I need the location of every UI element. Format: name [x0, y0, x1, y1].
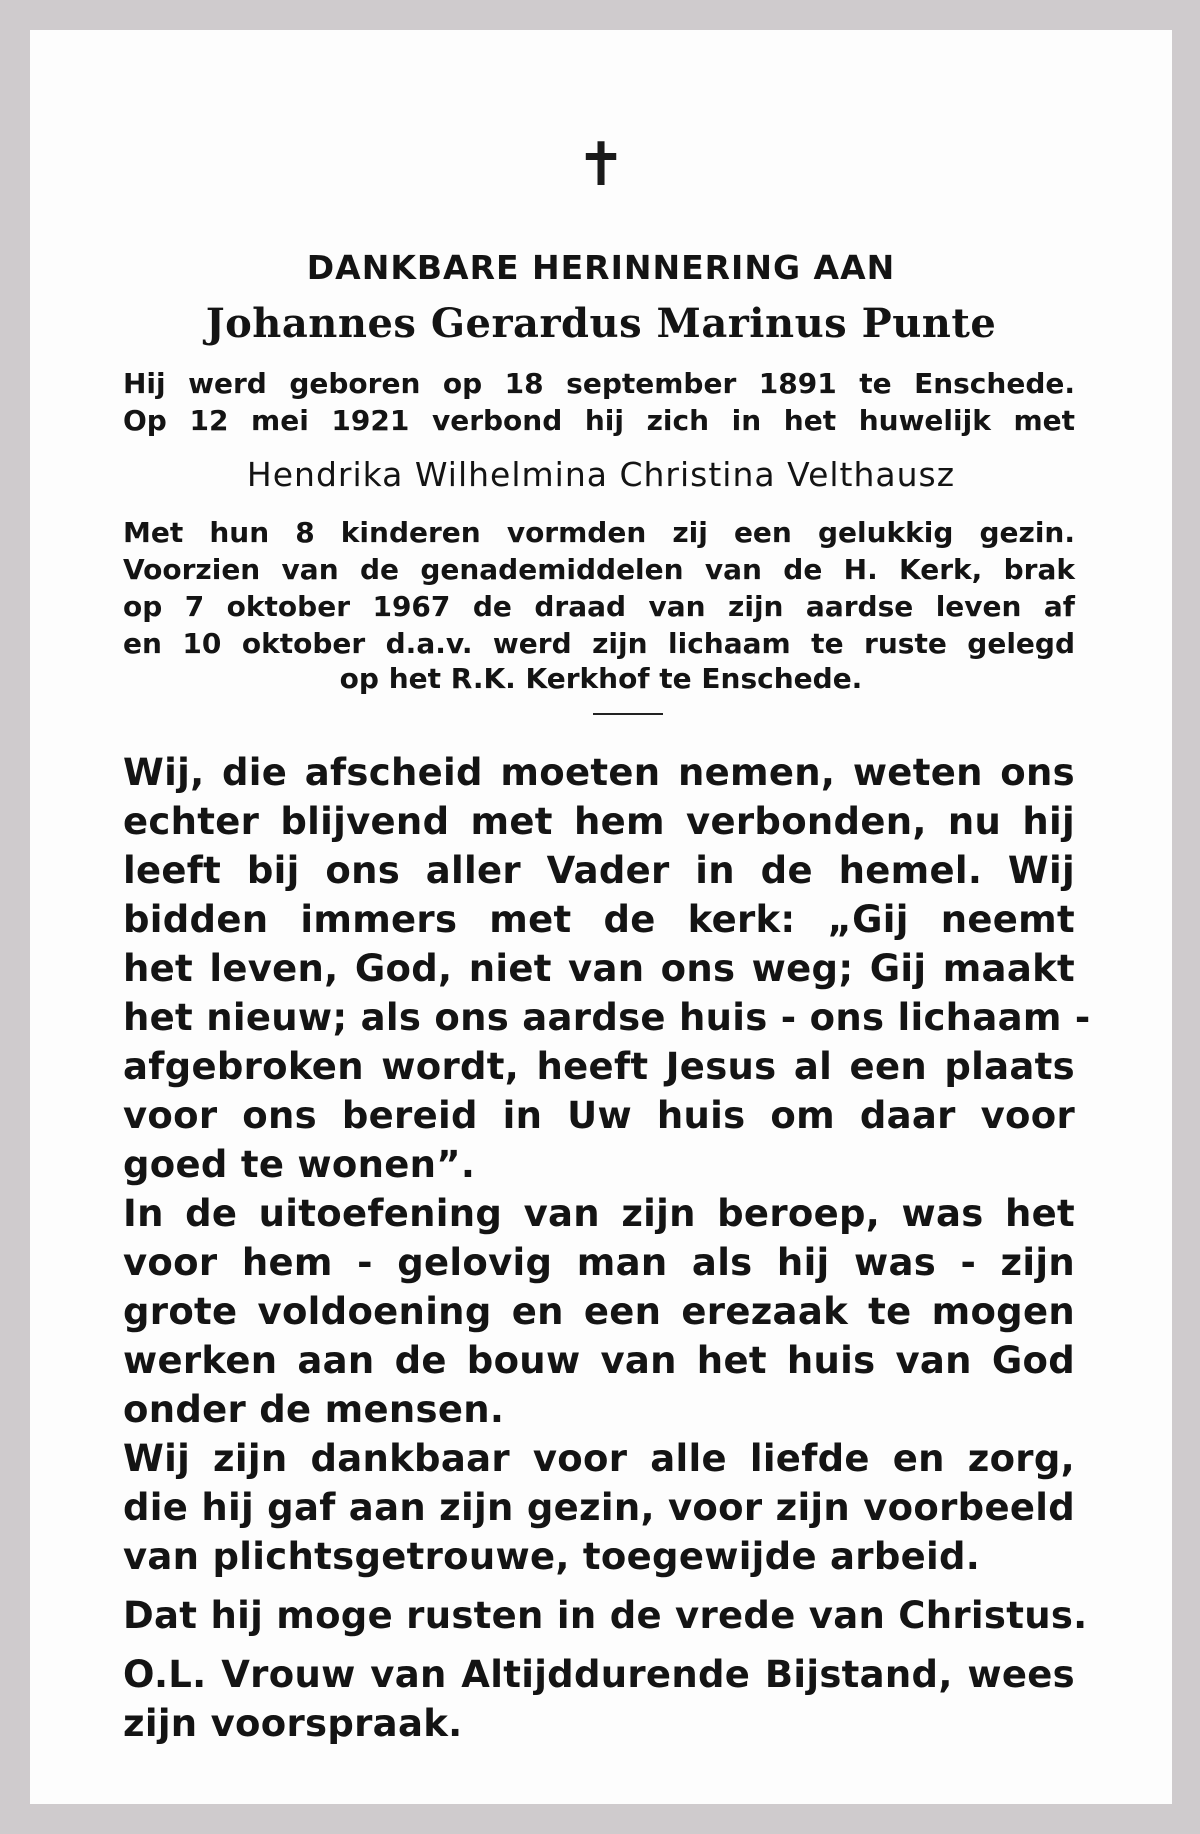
text-line: bidden immers met de kerk: „Gij neemt — [123, 898, 1075, 941]
text-line: het nieuw; als ons aardse huis - ons lichaam - — [123, 996, 1091, 1039]
text-line: Wij, die afscheid moeten nemen, weten ons — [123, 751, 1075, 794]
family-death-text — [123, 514, 1075, 662]
memorial-text — [123, 748, 1091, 1748]
text-line: grote voldoening en een erezaak te mogen — [123, 1290, 1075, 1333]
text-line: die hij gaf aan zijn gezin, voor zijn voorbeeld — [123, 1486, 1075, 1529]
text-line: Wij zijn dankbaar voor alle liefde en zorg, — [123, 1437, 1075, 1480]
text-line: onder de mensen. — [123, 1388, 505, 1431]
text-line: Voorzien van de genademiddelen van de H. Kerk, brak — [123, 553, 1075, 586]
text-line: echter blijvend met hem verbonden, nu hij — [123, 800, 1075, 843]
text-line: Hij werd geboren op 18 september 1891 te Enschede. — [123, 367, 1075, 400]
text-line: voor ons bereid in Uw huis om daar voor — [123, 1094, 1075, 1137]
text-line: van plichtsgetrouwe, toegewijde arbeid. — [123, 1535, 981, 1578]
cross-icon: ✝ — [575, 130, 627, 200]
text-line: voor hem - gelovig man als hij was - zijn — [123, 1241, 1075, 1284]
text-line: Op 12 mei 1921 verbond hij zich in het huwelijk met — [123, 404, 1075, 437]
text-line: en 10 oktober d.a.v. werd zijn lichaam te ruste gelegd — [123, 627, 1075, 660]
text-line: afgebroken wordt, heeft Jesus al een plaats — [123, 1045, 1075, 1088]
memorial-card — [30, 30, 1172, 1804]
text-line: werken aan de bouw van het huis van God — [123, 1339, 1075, 1382]
divider — [593, 713, 663, 715]
text-line: Met hun 8 kinderen vormden zij een gelukkig gezin. — [123, 516, 1075, 549]
text-line: op 7 oktober 1967 de draad van zijn aardse leven af — [123, 590, 1075, 623]
text-line: goed te wonen”. — [123, 1143, 476, 1186]
deceased-name: Johannes Gerardus Marinus Punte — [205, 300, 997, 347]
text-line: In de uitoefening van zijn beroep, was het — [123, 1192, 1075, 1235]
birth-marriage-text — [123, 365, 1075, 439]
burial-location-line: op het R.K. Kerkhof te Enschede. — [339, 662, 863, 695]
spouse-name: Hendrika Wilhelmina Christina Velthausz — [246, 455, 956, 494]
text-line: Dat hij moge rusten in de vrede van Christus. — [123, 1594, 1088, 1637]
text-line: het leven, God, niet van ons weg; Gij maakt — [123, 947, 1075, 990]
text-line: O.L. Vrouw van Altijddurende Bijstand, wees — [123, 1653, 1075, 1696]
text-line: zijn voorspraak. — [123, 1702, 463, 1745]
card-heading: DANKBARE HERINNERING AAN — [306, 248, 896, 287]
text-line: leeft bij ons aller Vader in de hemel. Wij — [123, 849, 1075, 892]
